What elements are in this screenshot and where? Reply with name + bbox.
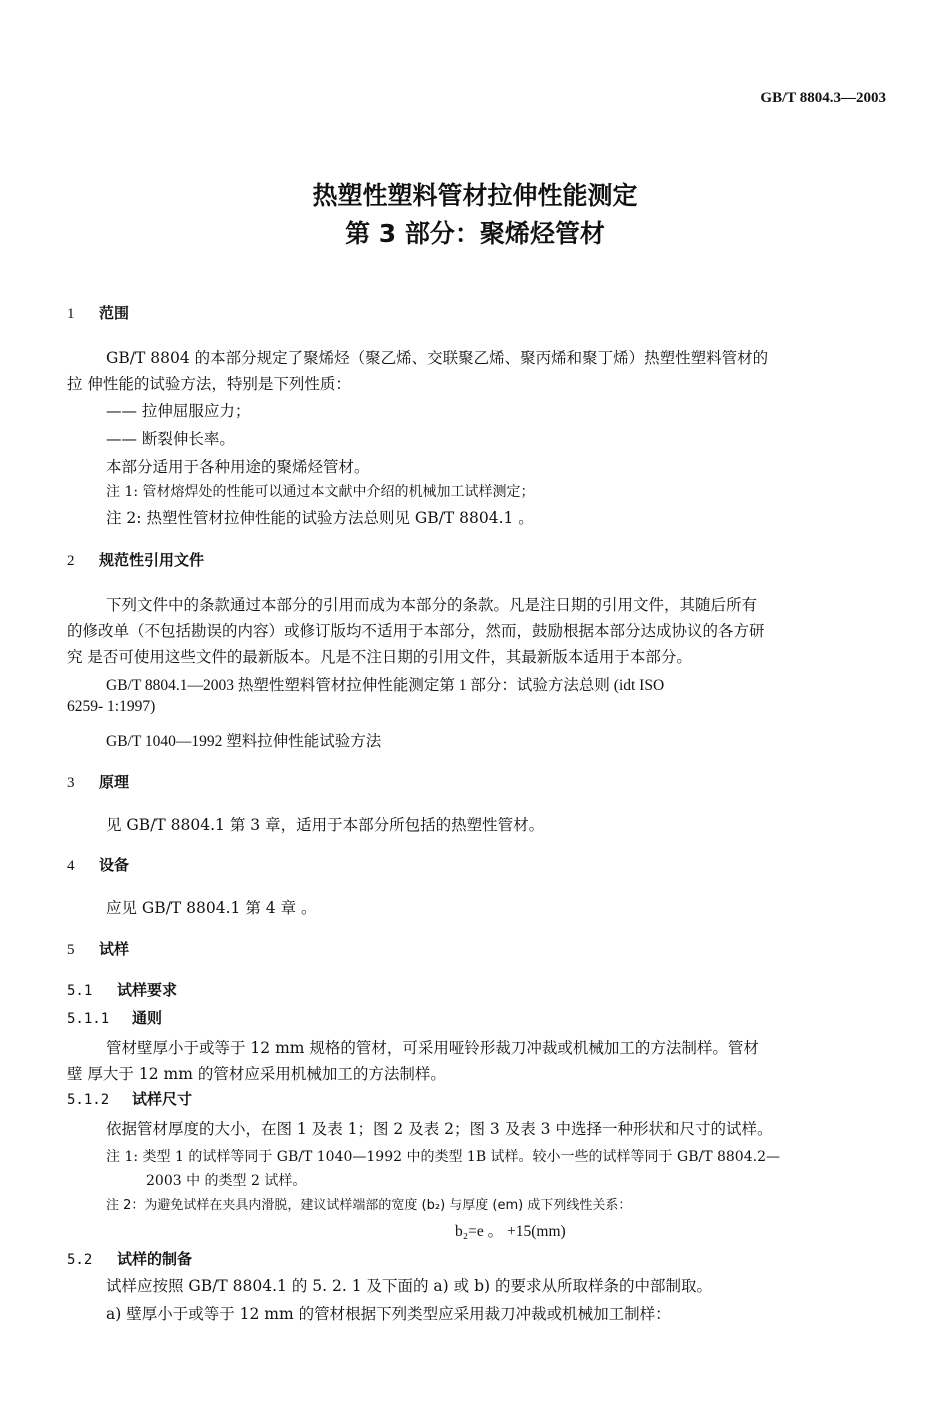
section-5-1-2-heading xyxy=(67,1088,192,1109)
reference-entry: 6259- 1:1997) xyxy=(67,698,156,715)
section-4-heading xyxy=(67,854,129,875)
section-title: 试样 xyxy=(99,940,130,958)
section-number: 3 xyxy=(67,775,75,791)
section-3-heading xyxy=(67,771,129,792)
section-number: 1 xyxy=(67,306,75,322)
note: 注 2：为避免试样在夹具内滑脱，建议试样端部的宽度 (b₂) 与厚度 (em) 成下列线性关系： xyxy=(106,1198,632,1213)
list-item: —— 断裂伸长率。 xyxy=(106,430,235,448)
section-title: 设备 xyxy=(99,856,130,874)
section-number: 4 xyxy=(67,858,75,874)
paragraph: 的修改单（不包括勘误的内容）或修订版均不适用于本部分，然而，鼓励根据本部分达成协议的各方研 xyxy=(67,622,765,640)
list-item: —— 拉伸屈服应力； xyxy=(106,402,251,420)
paragraph: 究 是否可使用这些文件的最新版本。凡是不注日期的引用文件，其最新版本适用于本部分。 xyxy=(67,648,692,666)
section-5-2-heading xyxy=(67,1248,192,1269)
paragraph: 应见 GB/T 8804.1 第 4 章 。 xyxy=(106,899,317,917)
section-2-heading xyxy=(67,549,204,570)
section-number: 5.1.1 xyxy=(67,1011,110,1027)
paragraph: 下列文件中的条款通过本部分的引用而成为本部分的条款。凡是注日期的引用文件，其随后所有 xyxy=(106,596,758,614)
reference-entry: GB/T 8804.1—2003 热塑性塑料管材拉伸性能测定第 1 部分：试验方法总则 (idt ISO xyxy=(106,677,665,694)
section-title: 试样的制备 xyxy=(117,1250,193,1268)
paragraph: 管材壁厚小于或等于 12 mm 规格的管材，可采用哑铃形裁刀冲裁或机械加工的方法制样。管材 xyxy=(106,1039,759,1057)
formula: b₂=e 。 +15(mm) xyxy=(455,1223,566,1240)
paragraph: 拉 伸性能的试验方法，特别是下列性质： xyxy=(67,375,351,393)
paragraph: 试样应按照 GB/T 8804.1 的 5. 2. 1 及下面的 a) 或 b) 的要求从所取样条的中部制取。 xyxy=(106,1277,712,1295)
list-item: a) 壁厚小于或等于 12 mm 的管材根据下列类型应采用裁刀冲裁或机械加工制样： xyxy=(106,1305,671,1323)
section-title: 试样尺寸 xyxy=(132,1090,193,1108)
section-number: 2 xyxy=(67,553,75,569)
note: 2003 中 的类型 2 试样。 xyxy=(146,1173,307,1189)
section-title: 规范性引用文件 xyxy=(99,551,205,569)
note: 注 1: 管材熔焊处的性能可以通过本文献中介绍的机械加工试样测定； xyxy=(106,484,535,500)
note: 注 2: 热塑性管材拉伸性能的试验方法总则见 GB/T 8804.1 。 xyxy=(106,509,534,527)
section-number: 5.2 xyxy=(67,1252,93,1268)
standard-number: GB/T 8804.3—2003 xyxy=(760,90,886,106)
reference-entry: GB/T 1040—1992 塑料拉伸性能试验方法 xyxy=(106,733,382,750)
section-5-1-heading xyxy=(67,979,177,1000)
paragraph: 见 GB/T 8804.1 第 3 章，适用于本部分所包括的热塑性管材。 xyxy=(106,816,545,834)
paragraph: GB/T 8804 的本部分规定了聚烯烃（聚乙烯、交联聚乙烯、聚丙烯和聚丁烯）热塑性塑料管材的 xyxy=(106,349,769,367)
section-1-heading xyxy=(67,302,129,323)
section-number: 5 xyxy=(67,942,75,958)
section-title: 通则 xyxy=(132,1009,163,1027)
section-5-1-1-heading xyxy=(67,1007,162,1028)
paragraph: 本部分适用于各种用途的聚烯烃管材。 xyxy=(106,458,370,476)
section-number: 5.1 xyxy=(67,983,93,999)
section-title: 原理 xyxy=(99,773,130,791)
paragraph: 依据管材厚度的大小，在图 1 及表 1；图 2 及表 2；图 3 及表 3 中选择一种形状和尺寸的试样。 xyxy=(106,1120,773,1138)
document-title: 热塑性塑料管材拉伸性能测定 xyxy=(312,181,638,210)
document-subtitle: 第 3 部分：聚烯烃管材 xyxy=(345,219,605,248)
section-title: 范围 xyxy=(99,304,130,322)
section-5-heading xyxy=(67,938,129,959)
section-title: 试样要求 xyxy=(117,981,178,999)
note: 注 1: 类型 1 的试样等同于 GB/T 1040—1992 中的类型 1B 试样。较小一些的试样等同于 GB/T 8804.2— xyxy=(106,1149,780,1165)
section-number: 5.1.2 xyxy=(67,1092,110,1108)
paragraph: 壁 厚大于 12 mm 的管材应采用机械加工的方法制样。 xyxy=(67,1065,446,1083)
